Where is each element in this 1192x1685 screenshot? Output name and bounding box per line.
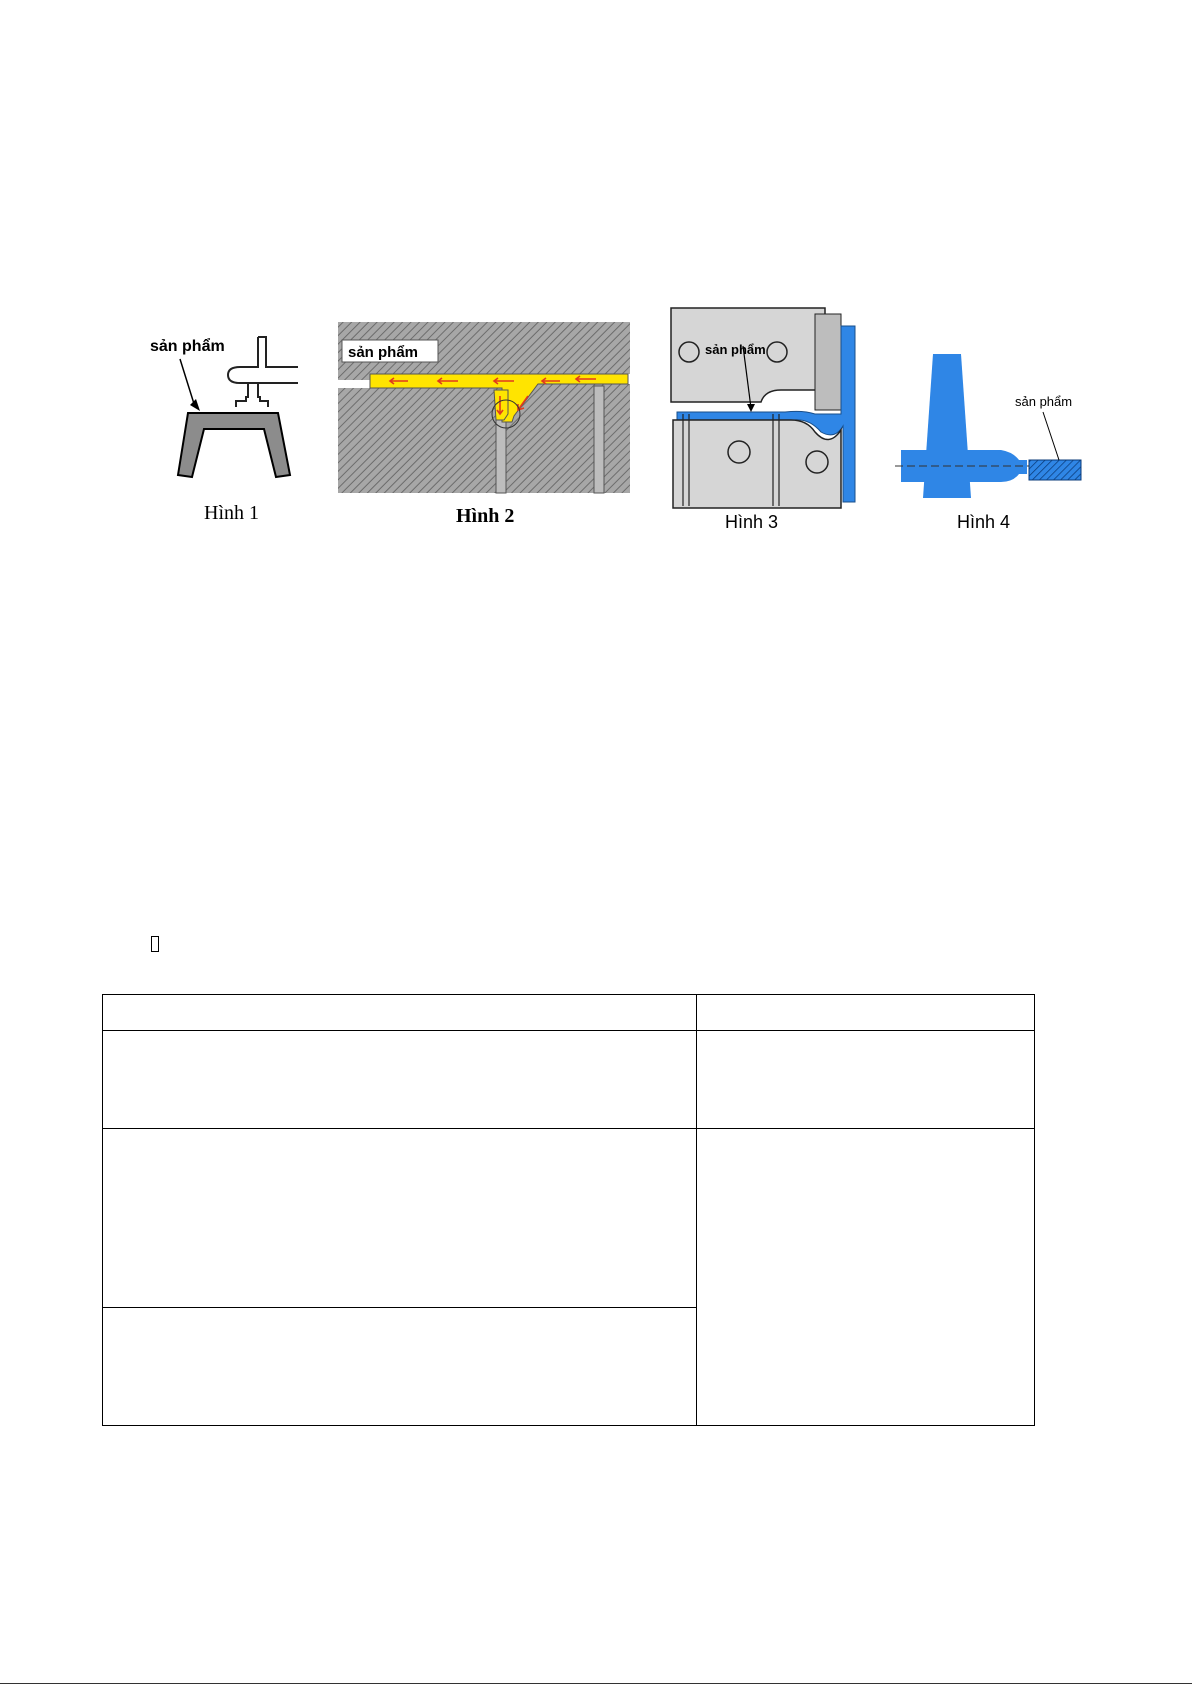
figure-1-leader xyxy=(180,359,195,407)
figure-2-ejector-pin xyxy=(594,386,604,493)
figure-3-hole xyxy=(679,342,699,362)
arrowhead-icon xyxy=(747,404,755,412)
table-cell xyxy=(697,1129,1035,1426)
figure-3-mold-insert xyxy=(815,314,841,410)
figure-2-caption: Hình 2 xyxy=(456,505,515,527)
figure-1-caption: Hình 1 xyxy=(204,502,259,524)
table-cell xyxy=(103,1129,697,1308)
figure-3 xyxy=(665,302,865,537)
content-table xyxy=(102,994,1035,1426)
figure-3-caption: Hình 3 xyxy=(725,512,779,532)
table-cell xyxy=(103,995,697,1031)
figure-3-hole xyxy=(728,441,750,463)
arrowhead-icon xyxy=(190,399,200,411)
table-cell xyxy=(697,1031,1035,1129)
figure-2-mold-bottom xyxy=(338,384,630,493)
figure-3-label: sản phẩm xyxy=(705,342,766,357)
figure-1-label: sản phẩm xyxy=(150,338,225,355)
figure-4-caption: Hình 4 xyxy=(957,512,1011,532)
figure-2-gate xyxy=(494,390,508,420)
figure-2-label: sản phẩm xyxy=(348,344,419,361)
figure-1-product xyxy=(178,413,290,477)
figure-1-runner xyxy=(228,337,298,407)
table-cell xyxy=(697,995,1035,1031)
figure-2 xyxy=(338,318,634,533)
page-bottom-rule xyxy=(0,1683,1192,1684)
table-cell xyxy=(103,1308,697,1426)
figure-3-hole xyxy=(806,451,828,473)
figure-4-product xyxy=(1029,460,1081,480)
table-row xyxy=(103,1031,1035,1129)
table-row xyxy=(103,1129,1035,1308)
figure-4-leader xyxy=(1043,412,1059,460)
table-cell xyxy=(103,1031,697,1129)
figure-4 xyxy=(893,350,1088,535)
figure-3-hole xyxy=(767,342,787,362)
table-row xyxy=(103,995,1035,1031)
figure-1 xyxy=(140,325,310,530)
figure-4-label: sản phẩm xyxy=(1015,394,1073,409)
missing-glyph-icon xyxy=(151,936,159,952)
